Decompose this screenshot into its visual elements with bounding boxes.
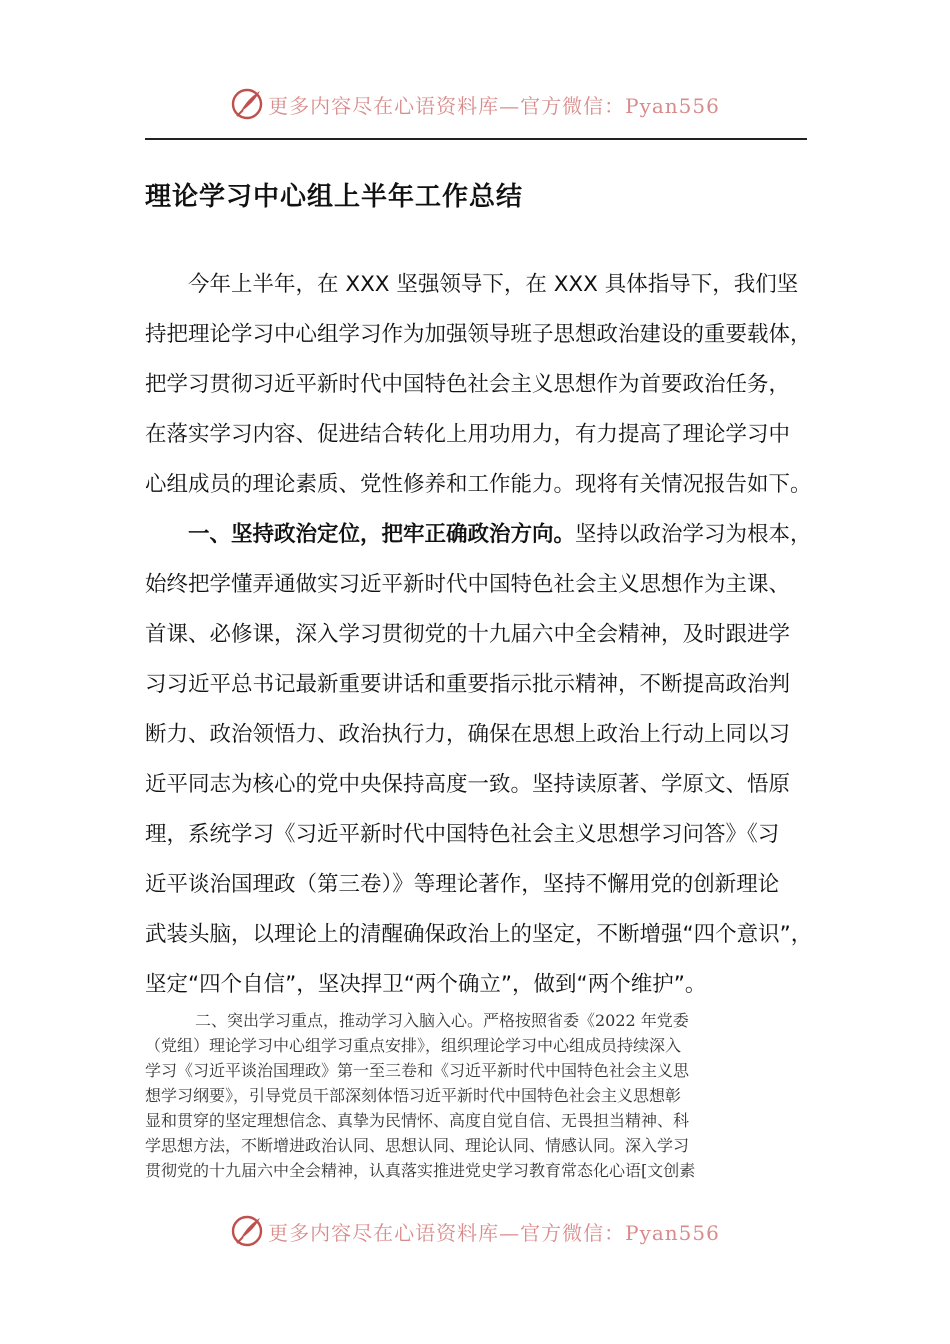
small-text-line: 想学习纲要》，引导党员干部深刻体悟习近平新时代中国特色社会主义思想彰 <box>145 1086 682 1105</box>
watermark-text: 更多内容尽在心语资料库—官方微信：Pyan556 <box>268 93 720 118</box>
text-line: 心组成员的理论素质、党性修养和工作能力。现将有关情况报告如下。 <box>145 472 812 497</box>
quill-logo-icon <box>230 1214 264 1248</box>
section-heading: 一、坚持政治定位，把牢正确政治方向。 <box>188 522 576 547</box>
text-line: 始终把学懂弄通做实习近平新时代中国特色社会主义思想作为主课、 <box>145 572 791 597</box>
small-text-line: （党组）理论学习中心组学习重点安排》，组织理论学习中心组成员持续深入 <box>145 1036 682 1055</box>
text-line: 近平同志为核心的党中央保持高度一致。坚持读原著、学原文、悟原 <box>145 772 791 797</box>
small-text-line: 贯彻党的十九届六中全会精神，认真落实推进党史学习教育常态化心语[文创素 <box>145 1161 696 1180</box>
footer-watermark <box>0 1211 950 1251</box>
text-line: 理，系统学习《习近平新时代中国特色社会主义思想学习问答》《习 <box>145 822 780 847</box>
small-text-line: 学思想方法，不断增进政治认同、思想认同、理论认同、情感认同。深入学习 <box>145 1136 690 1155</box>
document-body <box>145 260 815 1010</box>
text-line: 持把理论学习中心组学习作为加强领导班子思想政治建设的重要载体， <box>145 322 812 347</box>
watermark-text: 更多内容尽在心语资料库—官方微信：Pyan556 <box>268 1220 720 1245</box>
quill-logo-icon <box>230 87 264 121</box>
text-line: 习习近平总书记最新重要讲话和重要指示批示精神，不断提高政治判 <box>145 672 791 697</box>
text-line: 在落实学习内容、促进结合转化上用功用力，有力提高了理论学习中 <box>145 422 791 447</box>
text-fragment: 坚持以政治学习为根本， <box>575 522 812 547</box>
document-title: 理论学习中心组上半年工作总结 <box>145 182 524 212</box>
text-line: 近平谈治国理政（第三卷）》等理论著作，坚持不懈用党的创新理论 <box>145 872 780 897</box>
small-text-line: 学习《习近平谈治国理政》第一至三卷和《习近平新时代中国特色社会主义思 <box>145 1061 690 1080</box>
section-2-block <box>145 1008 815 1183</box>
small-text-line: 二、突出学习重点，推动学习入脑入心。严格按照省委《2022 年党委 <box>195 1011 689 1030</box>
text-line: 坚定“四个自信”，坚决捍卫“两个确立”，做到“两个维护”。 <box>145 972 707 997</box>
section-heading-line <box>145 510 815 560</box>
text-line: 今年上半年，在 XXX 坚强领导下，在 XXX 具体指导下，我们坚 <box>188 272 799 297</box>
text-line: 武装头脑，以理论上的清醒确保政治上的坚定，不断增强“四个意识”， <box>145 922 813 947</box>
header-divider <box>145 138 807 140</box>
small-text-line: 显和贯穿的坚定理想信念、真挚为民情怀、高度自觉自信、无畏担当精神、科 <box>145 1111 690 1130</box>
text-line: 断力、政治领悟力、政治执行力，确保在思想上政治上行动上同以习 <box>145 722 791 747</box>
text-line: 首课、必修课，深入学习贯彻党的十九届六中全会精神，及时跟进学 <box>145 622 791 647</box>
text-line: 把学习贯彻习近平新时代中国特色社会主义思想作为首要政治任务， <box>145 372 791 397</box>
header-watermark <box>0 84 950 124</box>
